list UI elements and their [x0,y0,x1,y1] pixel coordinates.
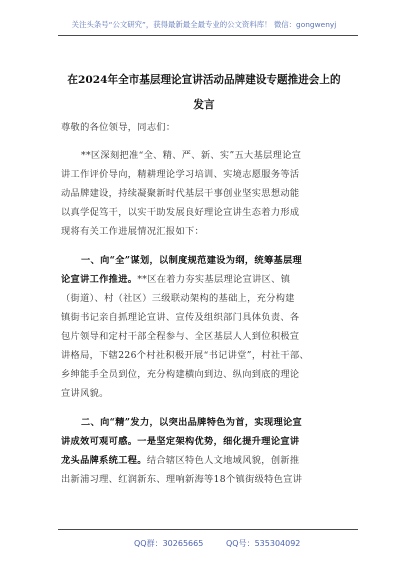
section-1 [61,251,347,403]
document-title [40,68,368,118]
text-line: 讲工作评价导向，精耕理论学习培训、实境志愿服务等活 [61,169,300,180]
section-1-heading-line: 一、向“全”谋划，以制度规范建设为纲，统筹基层理 [81,255,303,266]
section-1-heading-tail: 论宣讲工作推进。 [61,274,138,285]
text-line: 出新浦习理、红润新东、理响新海等18个镇街级特色宣讲 [61,474,303,485]
text-line: 宣讲风貌。 [61,388,109,399]
section-2-body-start: 结合辖区特色人文地域风貌，创新推 [146,455,300,466]
section-1-mixed-line [61,270,347,289]
footer-qq-group: QQ群：30265665 [134,539,204,548]
section-2-heading-line: 讲成效可观可感。一是坚定架构优势，细化提升理论宣讲 [61,436,300,447]
text-line: 现将有关工作进展情况汇报如下： [61,226,205,237]
paragraph-intro [61,146,347,241]
section-2-mixed-line [61,451,347,470]
text-line: 讲格局，下辖226个村社积极开展“书记讲堂”，村社干部、 [61,350,310,361]
footer-qq-number: QQ号：535304092 [226,539,301,548]
section-2-heading-tail: 龙头品牌系统工程。 [61,455,147,466]
title-line-2: 发言 [193,99,215,111]
text-line: 乡绅能手全员到位，充分构建横向到边、纵向到底的理论 [61,369,300,380]
salutation [61,118,347,137]
title-line-1: 在2024年全市基层理论宣讲活动品牌建设专题推进会上的 [67,74,341,86]
text-line: 镇街书记亲自抓理论宣讲、宣传及组织部门具体负责、各 [61,312,300,323]
text-line: 以真学促笃干，以实干助发展良好理论宣讲生态着力形成 [61,207,300,218]
section-2 [61,413,347,489]
text-line: 包片领导和定村干部全程参与、全区基层人人到位积极宣 [61,331,300,342]
section-2-heading-line: 二、向“精”发力，以突出品牌特色为首，实现理论宣 [81,417,303,428]
section-1-body-start: **区在着力夯实基层理论宣讲区、镇 [137,274,291,285]
header-banner: 关注头条号“公文研究”，获得最新最全最专业的公文资料库！ 微信：gongwenyj [71,20,337,29]
header-divider [58,35,358,36]
footer-divider [58,529,358,530]
salutation-text: 尊敬的各位领导，同志们： [61,122,176,133]
text-line: （街道）、村（社区）三级联动架构的基础上，充分构建 [61,293,295,304]
document-body [61,118,347,489]
text-line: 动品牌建设，持续凝聚新时代基层干事创业坚实思想动能 [61,188,300,199]
text-line: **区深刻把准“全、精、严、新、实”五大基层理论宣 [81,150,302,161]
